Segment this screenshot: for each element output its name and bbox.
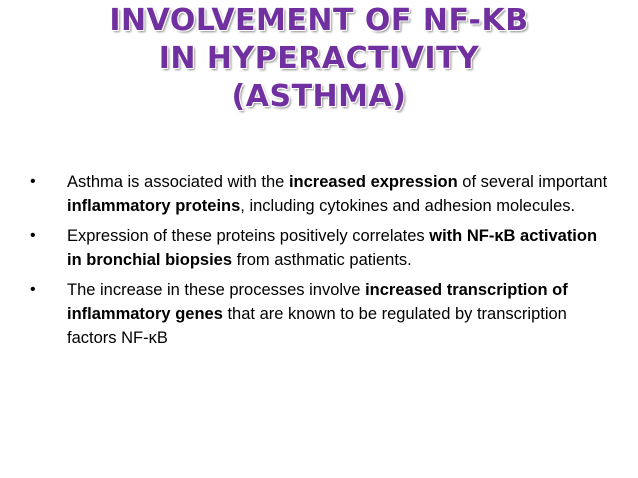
- bold-text-run: increased transcription of inflammatory genes: [67, 281, 568, 323]
- text-run: from asthmatic patients.: [232, 251, 412, 269]
- title-line-2: IN HYPERACTIVITY: [158, 41, 480, 76]
- bullet-icon: •: [30, 281, 36, 298]
- text-run: The increase in these processes involve: [67, 281, 366, 299]
- bullet-icon: •: [30, 173, 36, 190]
- bullet-list: [30, 170, 615, 356]
- bullet-item-nfkb-correlation: [30, 224, 615, 272]
- title-line-1: INVOLVEMENT OF NF-KB: [109, 3, 529, 38]
- slide-title: [0, 2, 638, 116]
- bullet-item-asthma-expression: [30, 170, 615, 218]
- text-run: that are known to be regulated by transcription factors NF-κB: [67, 305, 567, 347]
- bullet-text: [67, 227, 597, 269]
- bullet-icon: •: [30, 227, 36, 244]
- bold-text-run: inflammatory proteins: [67, 197, 241, 215]
- bold-text-run: increased expression: [288, 173, 458, 191]
- text-run: Asthma is associated with the: [67, 173, 289, 191]
- bullet-item-transcription: [30, 278, 615, 350]
- bold-text-run: with NF-κB activation in bronchial biopsies: [67, 227, 598, 269]
- bullet-text: [67, 281, 568, 347]
- text-run: , including cytokines and adhesion molecules.: [240, 197, 576, 215]
- text-run: of several important: [457, 173, 608, 191]
- text-run: Expression of these proteins positively correlates: [67, 227, 430, 245]
- bullet-text: [67, 173, 607, 215]
- title-line-3: (ASTHMA): [231, 79, 407, 114]
